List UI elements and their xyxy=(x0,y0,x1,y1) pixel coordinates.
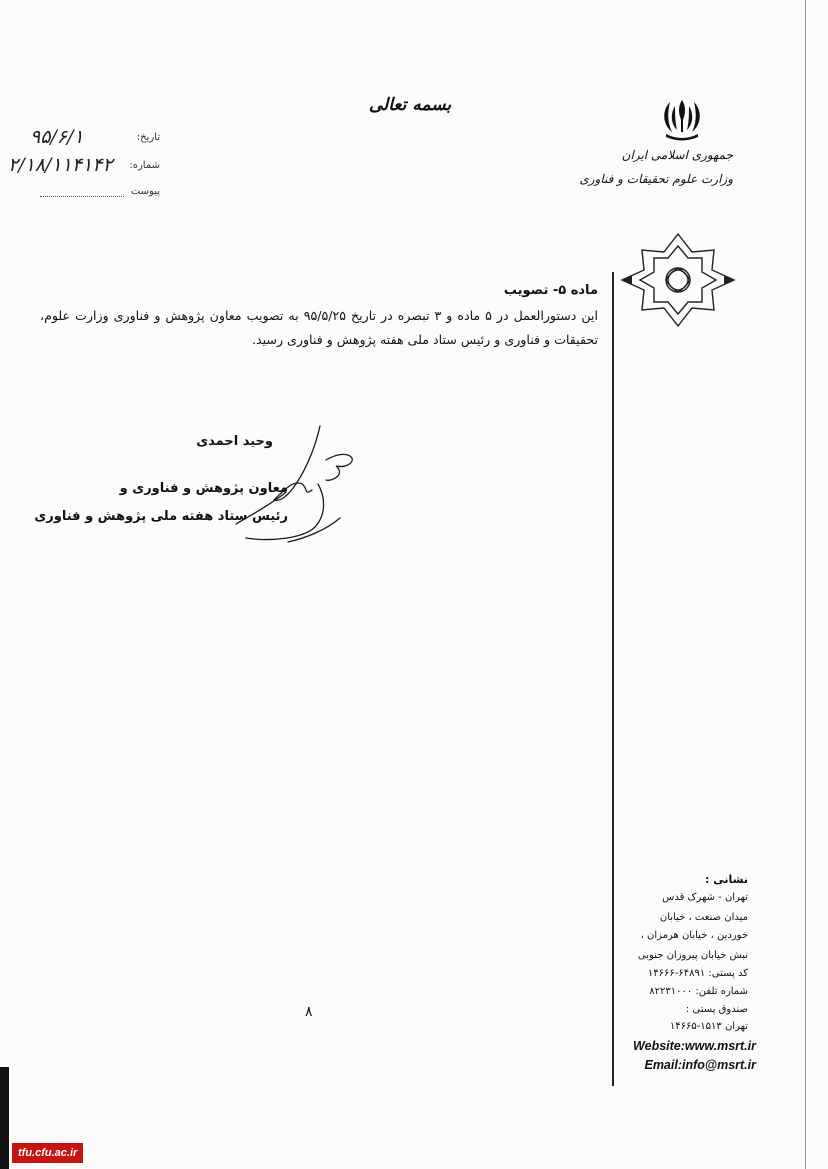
website-link[interactable]: Website:www.msrt.ir xyxy=(633,1039,756,1053)
attachment-dots xyxy=(40,196,124,197)
ornament-icon xyxy=(618,230,738,330)
po-box-label: صندوق پستی : xyxy=(685,1004,748,1015)
address-line: نبش خیابان پیروزان جنوبی xyxy=(637,950,748,961)
date-field xyxy=(8,128,160,150)
gov-line-2: وزارت علوم تحقیقات و فناوری xyxy=(579,172,733,186)
iran-emblem-icon xyxy=(656,96,708,142)
phone-number: شماره تلفن: ۸۲۲۳۱۰۰۰ xyxy=(649,986,748,997)
address-line: میدان صنعت ، خیابان xyxy=(659,912,748,923)
page-number: ۸ xyxy=(305,1004,313,1020)
date-label: تاریخ: xyxy=(136,132,160,143)
basmala: بسمه تعالی xyxy=(368,95,452,115)
margin-rule xyxy=(612,272,614,1086)
handwritten-signature xyxy=(176,424,386,559)
signatory-title-line1: معاون پژوهش و فناوری و xyxy=(119,481,288,496)
address-line: خوردین ، خیابان هرمزان ، xyxy=(640,930,748,941)
address-title: نشانی : xyxy=(705,873,748,886)
date-value: ۹۵/۶/۱ xyxy=(30,126,84,148)
scan-binding-mark xyxy=(0,1067,9,1169)
article-body: این دستورالعمل در ۵ ماده و ۳ تبصره در تاریخ ۹۵/۵/۲۵ به تصویب معاون پژوهش و فناوری وزارت علوم، تحقیقات و فناوری و رئیس ستاد ملی هفته پژوهش و فناوری رسید. xyxy=(40,308,598,347)
attachment-field xyxy=(8,182,160,204)
attachment-label: پیوست xyxy=(130,186,160,197)
signatory-name: وحید احمدی xyxy=(196,434,273,449)
number-value: ۲/۱۸/۱۱۴۱۴۲ xyxy=(8,154,113,176)
scan-edge xyxy=(805,0,806,1169)
article-title: ماده ۵- تصویب xyxy=(503,283,598,298)
po-box-value: تهران ۱۵۱۳-۱۴۶۶۵ xyxy=(669,1021,748,1032)
signatory-title-line2: رئیس ستاد هفته ملی پژوهش و فناوری xyxy=(34,509,288,524)
number-label: شماره: xyxy=(129,160,160,171)
gov-line-1: جمهوری اسلامی ایران xyxy=(621,148,733,162)
number-field xyxy=(8,156,160,178)
email-link[interactable]: Email:info@msrt.ir xyxy=(644,1058,756,1072)
address-line: تهران - شهرک قدس xyxy=(662,892,748,903)
postal-code: کد پستی: ۶۴۸۹۱-۱۴۶۶۶ xyxy=(647,968,748,979)
footer-site-logo[interactable]: tfu.cfu.ac.ir xyxy=(12,1143,83,1163)
